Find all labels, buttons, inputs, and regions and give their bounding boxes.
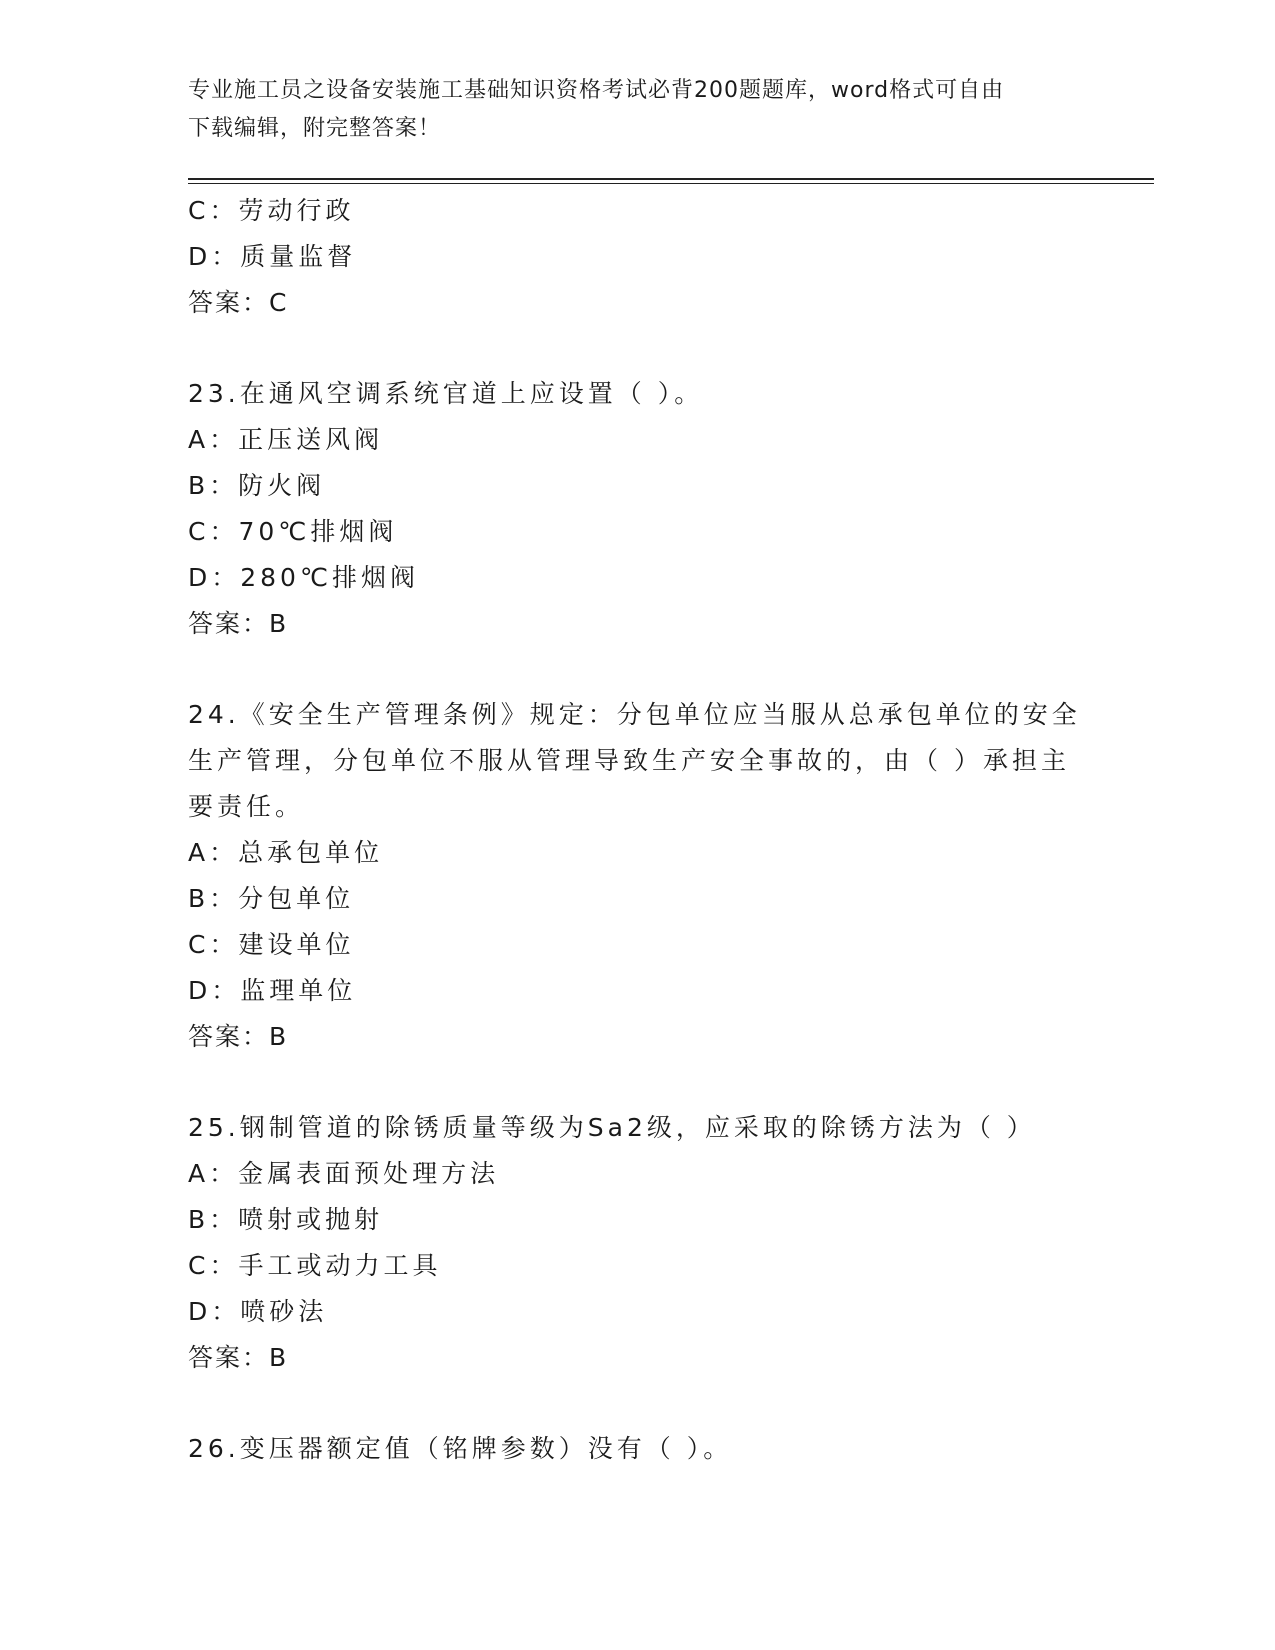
header-divider-thick [188, 178, 1154, 180]
question-text: 26.变压器额定值（铭牌参数）没有（ ）。 [188, 1434, 733, 1463]
question-text-line-3: 要责任。 [188, 792, 305, 821]
question-text [188, 692, 1088, 830]
answer: 答案：B [188, 1343, 289, 1372]
option-a: A：总承包单位 [188, 838, 384, 867]
question-24 [188, 692, 1088, 1060]
option-d: D：质量监督 [188, 242, 357, 271]
question-25 [188, 1105, 1088, 1381]
option-c: C：手工或动力工具 [188, 1251, 442, 1280]
answer: 答案：C [188, 288, 289, 317]
header-divider-thin [188, 183, 1154, 184]
spacer [188, 647, 1088, 692]
option-c: C：70℃排烟阀 [188, 517, 398, 546]
option-b: B：喷射或抛射 [188, 1205, 384, 1234]
answer: 答案：B [188, 1022, 289, 1051]
option-b: B：分包单位 [188, 884, 355, 913]
question-list [188, 188, 1088, 1472]
question-text-line-2: 生产管理，分包单位不服从管理导致生产安全事故的，由（ ）承担主 [188, 746, 1070, 775]
spacer [188, 326, 1088, 371]
spacer [188, 1381, 1088, 1426]
question-22-tail [188, 188, 1088, 326]
question-23 [188, 371, 1088, 647]
question-text: 23.在通风空调系统官道上应设置（ ）。 [188, 379, 704, 408]
question-26 [188, 1426, 1088, 1472]
option-c: C：劳动行政 [188, 196, 355, 225]
header-line-1: 专业施工员之设备安装施工基础知识资格考试必背200题题库，word格式可自由 [188, 78, 1005, 103]
answer: 答案：B [188, 609, 289, 638]
option-a: A：正压送风阀 [188, 425, 384, 454]
option-d: D：监理单位 [188, 976, 357, 1005]
option-d: D：喷砂法 [188, 1297, 328, 1326]
option-c: C：建设单位 [188, 930, 355, 959]
option-b: B：防火阀 [188, 471, 326, 500]
spacer [188, 1060, 1088, 1105]
option-d: D：280℃排烟阀 [188, 563, 420, 592]
document-header [188, 72, 1068, 148]
question-text: 25.钢制管道的除锈质量等级为Sa2级，应采取的除锈方法为（ ） [188, 1113, 1036, 1142]
question-text-line-1: 24.《安全生产管理条例》规定：分包单位应当服从总承包单位的安全 [188, 700, 1081, 729]
header-line-2: 下载编辑，附完整答案！ [188, 116, 442, 141]
option-a: A：金属表面预处理方法 [188, 1159, 500, 1188]
